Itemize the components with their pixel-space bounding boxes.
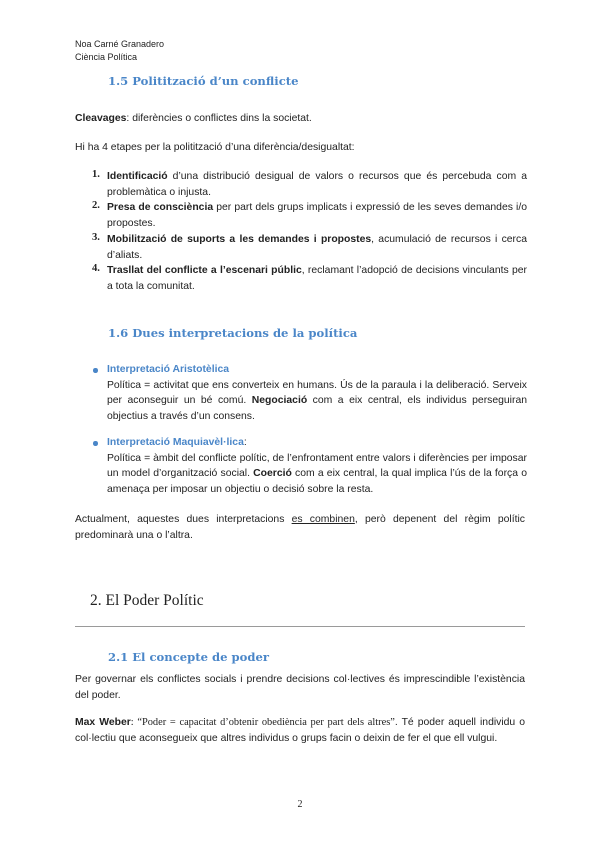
step-text: per part dels grups implicats i expressió de les seves demandes i/o propostes.: [107, 202, 528, 229]
section-divider: [75, 626, 525, 627]
weber-name: Max Weber: [75, 717, 131, 728]
subject-name: Ciència Política: [75, 52, 138, 62]
section-1-5-title: 1.5 Politització d’un conflicte: [108, 74, 299, 88]
interpretation-heading-suffix: :: [243, 437, 247, 448]
author-name: Noa Carné Granadero: [75, 39, 165, 49]
list-item: [107, 362, 527, 424]
page-number: 2: [297, 799, 303, 810]
conclusion-underlined: es combinen: [291, 514, 355, 525]
step-term: Mobilització de suports a les demandes i propostes: [107, 234, 372, 245]
list-item: [107, 169, 527, 200]
conclusion-text: Actualment, aquestes dues interpretacions: [75, 514, 292, 525]
list-item: [107, 263, 527, 294]
step-text: , acumulació de recursos i cerca d’aliats.: [107, 234, 527, 261]
list-item: [107, 200, 527, 231]
weber-quote: : “Poder = capacitat d’obtenir obediència per part dels altres”: [130, 717, 395, 728]
section-2-title: 2. El Poder Polític: [90, 592, 204, 609]
interpretation-heading: Interpretació Aristotèlica: [107, 364, 230, 375]
step-text: d’una distribució desigual de valors o recursos que és percebuda com a problemàtica o injusta.: [107, 171, 527, 198]
step-number: 2.: [92, 200, 100, 211]
interpretation-text: com a eix central, la qual implica l’ús de la força o amenaça per imposar un objectiu o decisió sobre la resta.: [107, 468, 527, 495]
list-item: [107, 232, 527, 263]
step-term: Identificació: [107, 171, 168, 182]
bullet-icon: [93, 441, 98, 446]
interpretation-text: com a eix central, els individus perseguiran objectius a través d’un consens.: [107, 395, 528, 422]
interpretation-heading: Interpretació Maquiavèl·lica: [107, 437, 244, 448]
weber-paragraph: [75, 715, 525, 746]
step-term: Trasllat del conflicte a l’escenari públic: [107, 265, 302, 276]
interpretation-keyword: Coerció: [253, 468, 292, 479]
step-text: , reclamant l’adopció de decisions vinculants per a tota la comunitat.: [107, 265, 527, 292]
step-number: 3.: [92, 232, 100, 243]
bullet-icon: [93, 368, 98, 373]
interpretation-text: Política = activitat que ens converteix en humans. Ús de la paraula i la deliberació. Serveix per aconseguir un bé comú.: [107, 379, 527, 406]
weber-text: . Té poder aquell individu o col·lectiu que aconsegueix que altres individus o grups facin o deixin de fer el que ell vulgui.: [75, 717, 525, 744]
step-term: Presa de consciència: [107, 202, 214, 213]
step-number: 1.: [92, 169, 100, 180]
interpretation-keyword: Negociació: [251, 395, 308, 406]
section-1-6-title: 1.6 Dues interpretacions de la política: [108, 326, 358, 340]
stages-intro: Hi ha 4 etapes per la politització d’una diferència/desigualtat:: [75, 142, 355, 153]
cleavages-definition: [75, 111, 525, 127]
power-paragraph: Per governar els conflictes socials i prendre decisions col·lectives és imprescindible l’existència del poder.: [75, 674, 525, 701]
list-item: [107, 435, 527, 497]
cleavages-term: Cleavages: [75, 113, 127, 124]
conclusion-text: , però depenent del règim polític predominarà una o l’altra.: [75, 514, 525, 541]
page-header: [75, 38, 164, 64]
section-2-1-title: 2.1 El concepte de poder: [108, 650, 269, 664]
step-number: 4.: [92, 263, 100, 274]
interpretation-text: Política = àmbit del conflicte polític, de l’enfrontament entre valors i diferències per imposar un model d’organització social.: [107, 452, 527, 479]
cleavages-text: : diferències o conflictes dins la societat.: [126, 113, 312, 124]
conclusion-paragraph: [75, 512, 525, 543]
